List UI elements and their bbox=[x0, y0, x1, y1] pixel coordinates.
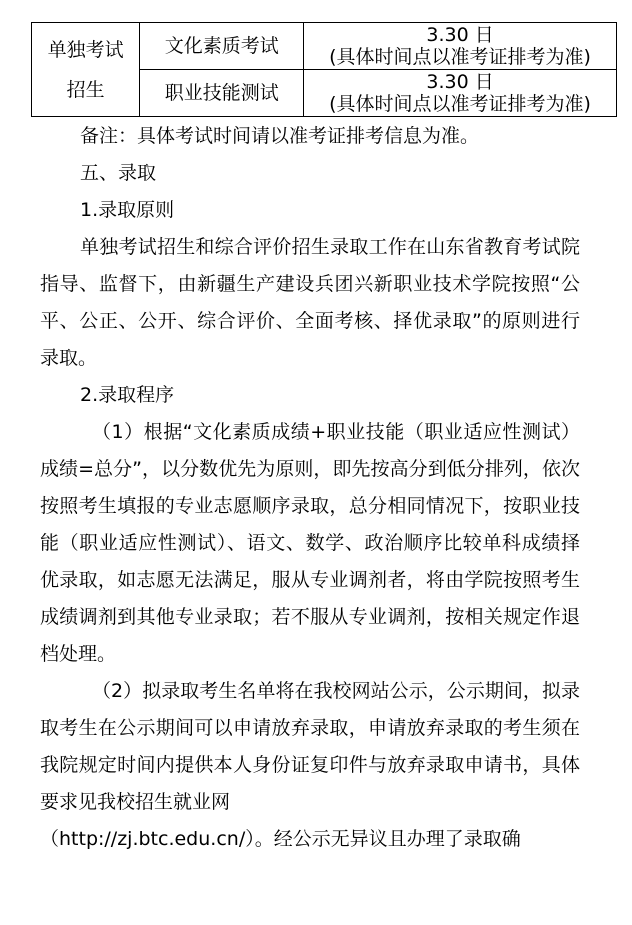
date-cell bbox=[304, 70, 617, 117]
category-cell bbox=[32, 23, 140, 117]
category-line: 招生 bbox=[66, 78, 105, 101]
subject-cell: 文化素质考试 bbox=[140, 23, 304, 70]
exam-schedule-table bbox=[31, 22, 617, 117]
remark: 备注：具体考试时间请以准考证排考信息为准。 bbox=[80, 125, 480, 147]
document-body bbox=[40, 118, 580, 858]
exam-date-note: (具体时间点以准考证排考为准) bbox=[329, 46, 591, 68]
principle-paragraph: 单独考试招生和综合评价招生录取工作在山东省教育考试院指导、监督下，由新疆生产建设兵团兴新职业技术学院按照“公平、公正、公开、综合评价、全面考核、择优录取”的原则进行录取。 bbox=[40, 236, 580, 369]
procedure-paragraph-2-tail: （http://zj.btc.edu.cn/）。经公示无异议且办理了录取确 bbox=[40, 828, 521, 850]
table-row bbox=[32, 23, 617, 70]
exam-date: 3.30 日 bbox=[426, 71, 494, 93]
subsection-title-procedure: 2.录取程序 bbox=[80, 384, 175, 406]
section-title: 五、录取 bbox=[80, 162, 157, 184]
category-line: 单独考试 bbox=[47, 38, 124, 61]
date-cell bbox=[304, 23, 617, 70]
procedure-paragraph-1: （1）根据“文化素质成绩+职业技能（职业适应性测试）成绩=总分”，以分数优先为原则，即先按高分到低分排列，依次按照考生填报的专业志愿顺序录取，总分相同情况下，按职业技能（职业适应性测试）、语文、数学、政治顺序比较单科成绩择优录取，如志愿无法满足，服从专业调剂者，将由学院按照考生成绩调剂到其他专业录取；若不服从专业调剂，按相关规定作退档处理。 bbox=[40, 421, 580, 665]
procedure-paragraph-2: （2）拟录取考生名单将在我校网站公示，公示期间，拟录取考生在公示期间可以申请放弃录取，申请放弃录取的考生须在我院规定时间内提供本人身份证复印件与放弃录取申请书，具体要求见我校招生就业网 bbox=[40, 680, 580, 813]
exam-date-note: (具体时间点以准考证排考为准) bbox=[329, 93, 591, 115]
exam-date: 3.30 日 bbox=[426, 24, 494, 46]
subsection-title-principle: 1.录取原则 bbox=[80, 199, 175, 221]
subject-cell: 职业技能测试 bbox=[140, 70, 304, 117]
